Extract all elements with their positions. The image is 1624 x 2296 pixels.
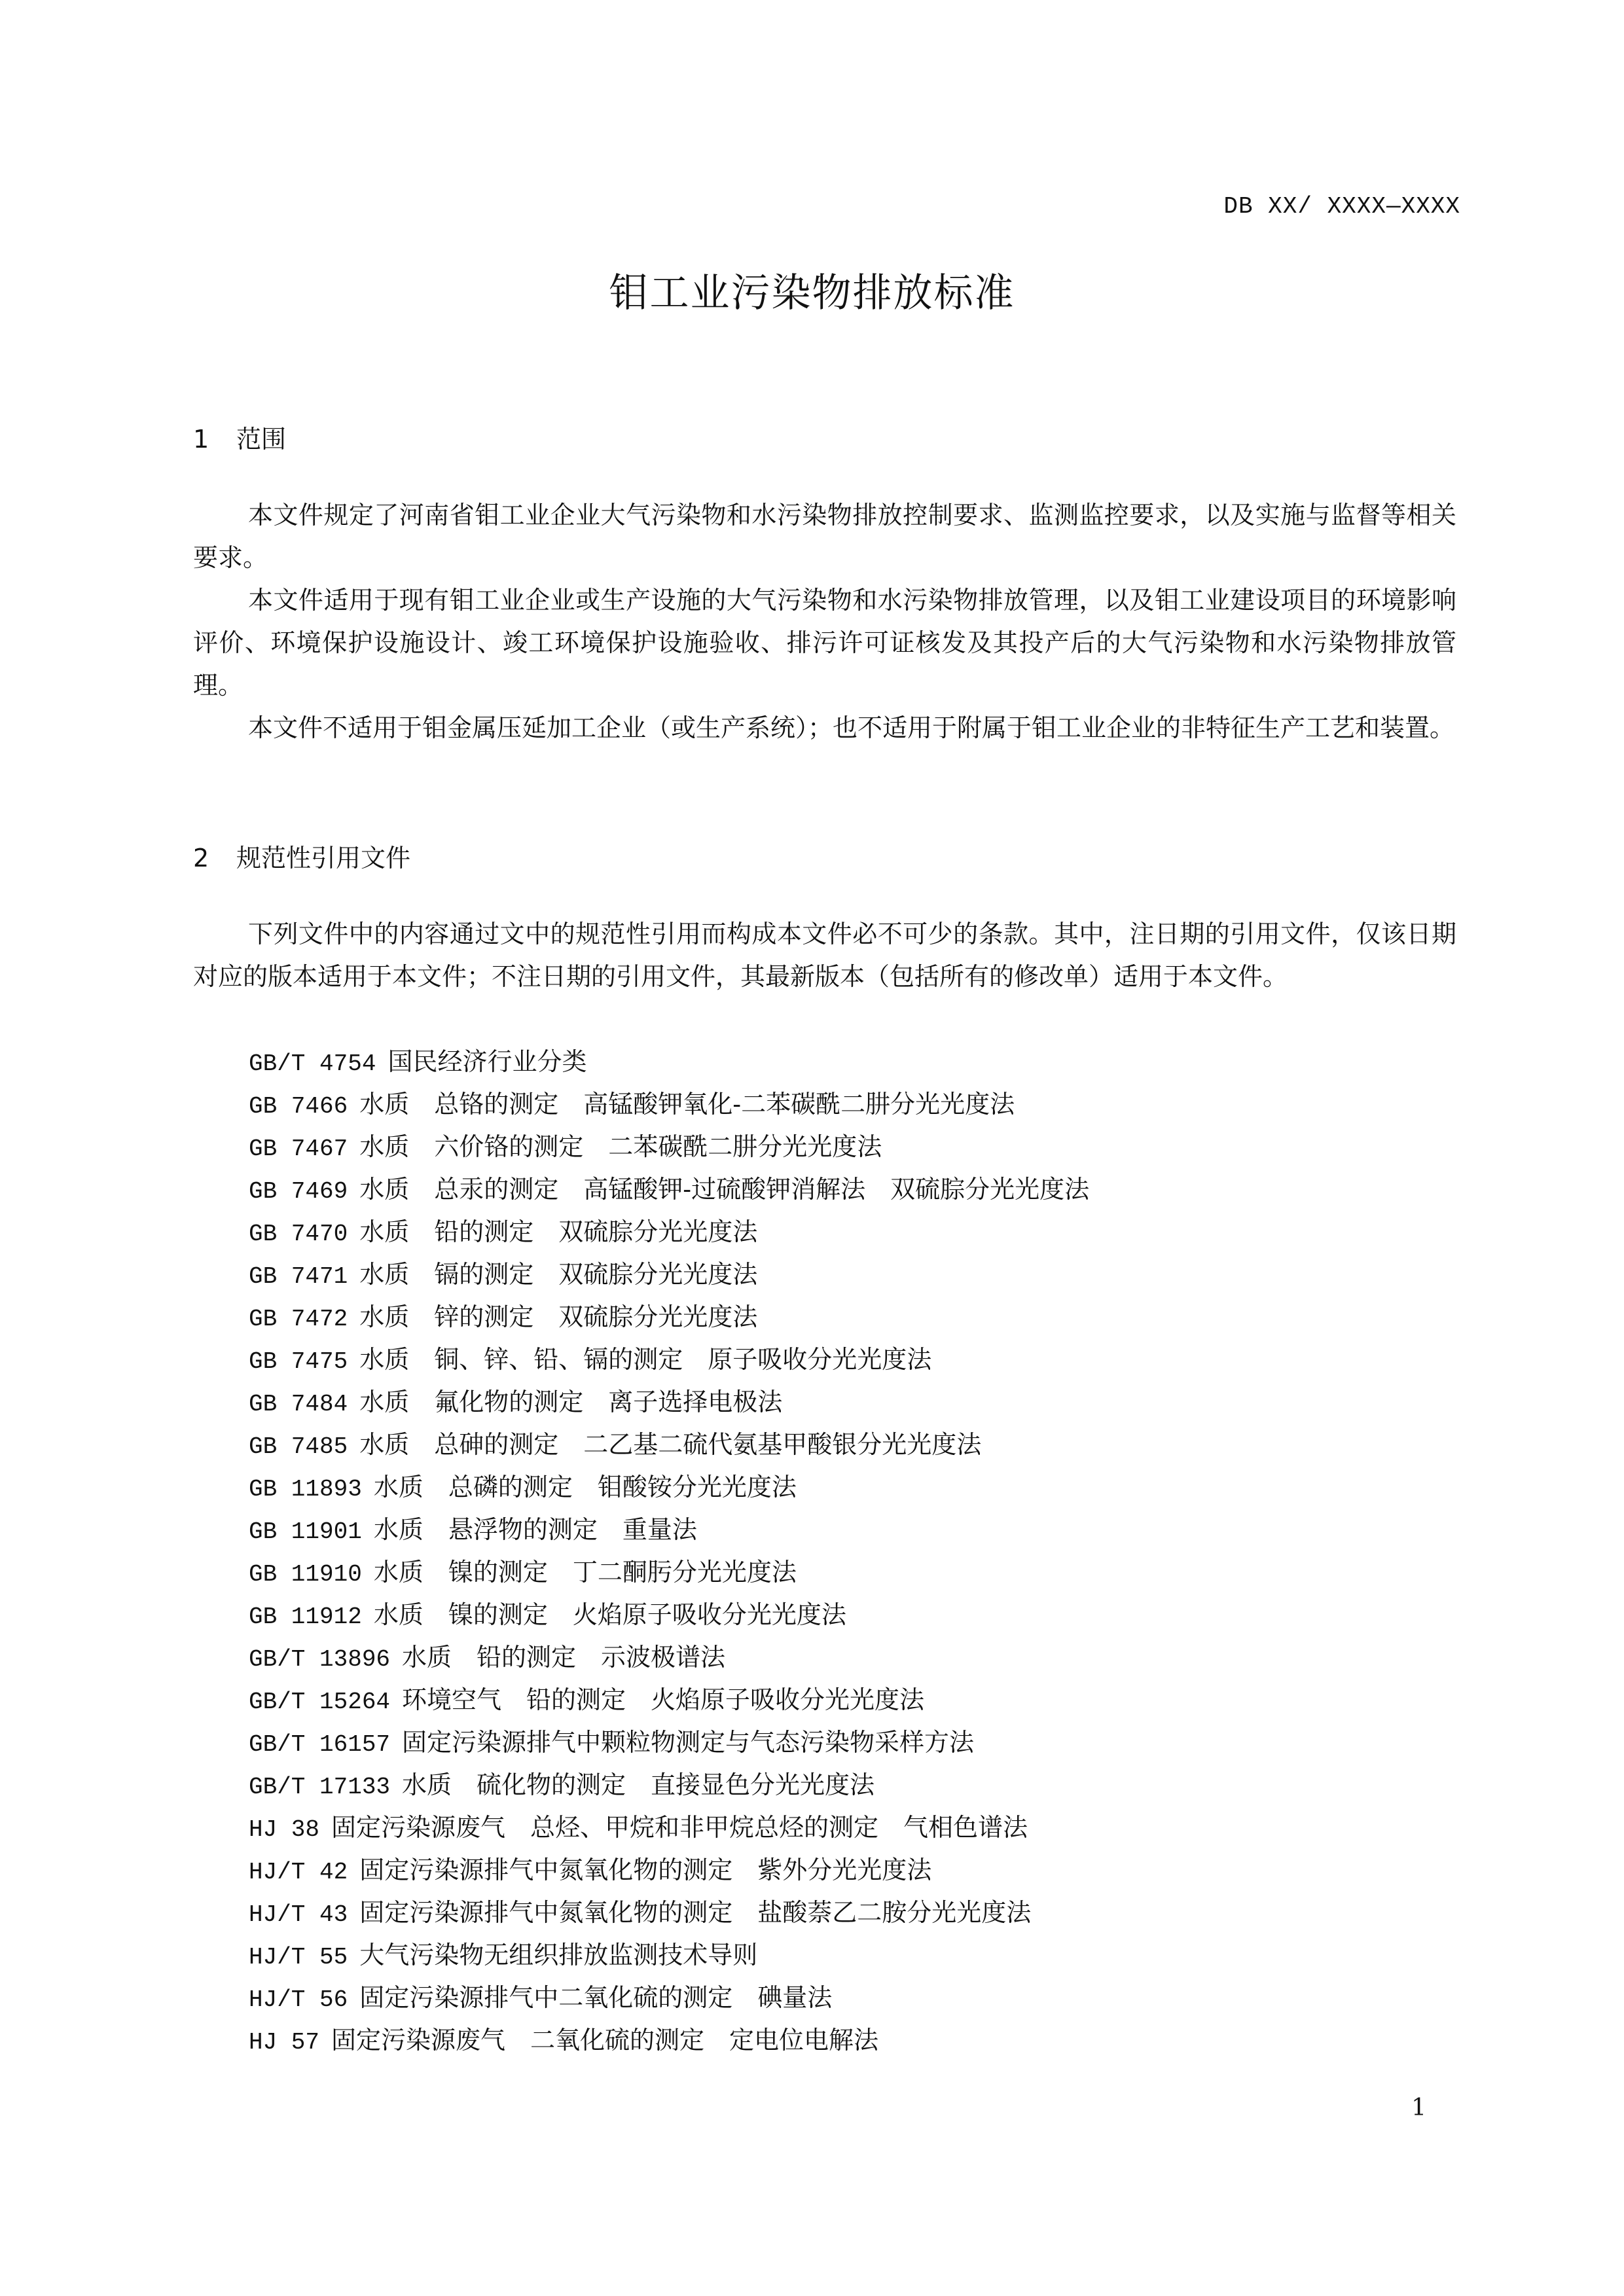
reference-item xyxy=(249,1551,1089,1594)
reference-item xyxy=(249,1849,1089,1892)
paragraph: 本文件规定了河南省钼工业企业大气污染物和水污染物排放控制要求、监测监控要求，以及实施与监督等相关要求。 xyxy=(193,501,1456,572)
reference-title: 水质 悬浮物的测定 重量法 xyxy=(373,1515,697,1544)
reference-list xyxy=(249,1041,1089,2062)
reference-code: GB 7467 xyxy=(249,1136,348,1162)
reference-code: GB 7485 xyxy=(249,1433,348,1460)
reference-code: GB/T 13896 xyxy=(249,1646,391,1673)
document-code: DB XX/ XXXX—XXXX xyxy=(1223,193,1460,220)
reference-item xyxy=(249,1126,1089,1168)
reference-item xyxy=(249,1083,1089,1126)
reference-title: 固定污染源排气中二氧化硫的测定 碘量法 xyxy=(359,1983,833,2012)
reference-title: 水质 总磷的测定 钼酸铵分光光度法 xyxy=(373,1473,797,1501)
reference-code: GB 11910 xyxy=(249,1561,362,1588)
reference-item xyxy=(249,1934,1089,1977)
reference-item xyxy=(249,1721,1089,1764)
reference-item xyxy=(249,1041,1089,1083)
reference-code: GB 11893 xyxy=(249,1476,362,1503)
reference-item xyxy=(249,1594,1089,1636)
reference-code: GB/T 17133 xyxy=(249,1774,391,1801)
reference-item xyxy=(249,1892,1089,1934)
reference-title: 水质 总砷的测定 二乙基二硫代氨基甲酸银分光光度法 xyxy=(359,1430,982,1459)
reference-item xyxy=(249,1424,1089,1466)
reference-title: 固定污染源排气中颗粒物测定与气态污染物采样方法 xyxy=(402,1728,975,1757)
reference-title: 水质 镍的测定 火焰原子吸收分光光度法 xyxy=(373,1600,846,1629)
reference-code: GB 11901 xyxy=(249,1518,362,1545)
page-number: 1 xyxy=(1411,2094,1426,2121)
reference-code: GB 7471 xyxy=(249,1263,348,1290)
reference-item xyxy=(249,1679,1089,1721)
reference-code: GB 7470 xyxy=(249,1221,348,1247)
reference-item xyxy=(249,2019,1089,2062)
reference-code: HJ 57 xyxy=(249,2029,320,2056)
section-number: 1 xyxy=(193,425,209,454)
reference-title: 水质 镉的测定 双硫腙分光光度法 xyxy=(359,1260,758,1289)
reference-code: HJ/T 42 xyxy=(249,1859,348,1886)
reference-code: GB 7466 xyxy=(249,1093,348,1120)
reference-item xyxy=(249,1977,1089,2019)
reference-title: 水质 硫化物的测定 直接显色分光光度法 xyxy=(402,1770,875,1799)
reference-title: 固定污染源废气 二氧化硫的测定 定电位电解法 xyxy=(331,2026,879,2054)
reference-item xyxy=(249,1636,1089,1679)
document-title: 钼工业污染物排放标准 xyxy=(609,270,1015,316)
reference-title: 水质 六价铬的测定 二苯碳酰二肼分光光度法 xyxy=(359,1132,882,1161)
reference-item xyxy=(249,1211,1089,1253)
reference-item xyxy=(249,1509,1089,1551)
paragraph: 下列文件中的内容通过文中的规范性引用而构成本文件必不可少的条款。其中，注日期的引用文件，仅该日期对应的版本适用于本文件；不注日期的引用文件，其最新版本（包括所有的修改单）适用于本文件。 xyxy=(193,920,1456,991)
reference-title: 国民经济行业分类 xyxy=(388,1047,587,1076)
reference-code: HJ/T 56 xyxy=(249,1986,348,2013)
reference-title: 环境空气 铅的测定 火焰原子吸收分光光度法 xyxy=(402,1685,925,1714)
reference-item xyxy=(249,1168,1089,1211)
reference-title: 水质 铅的测定 示波极谱法 xyxy=(402,1643,726,1672)
reference-item xyxy=(249,1381,1089,1424)
paragraph: 本文件适用于现有钼工业企业或生产设施的大气污染物和水污染物排放管理，以及钼工业建设项目的环境影响评价、环境保护设施设计、竣工环境保护设施验收、排污许可证核发及其投产后的大气污染物和水污染物排放管理。 xyxy=(193,586,1456,700)
reference-title: 固定污染源废气 总烃、甲烷和非甲烷总烃的测定 气相色谱法 xyxy=(331,1813,1028,1842)
reference-title: 水质 氟化物的测定 离子选择电极法 xyxy=(359,1388,783,1416)
reference-item xyxy=(249,1764,1089,1806)
reference-code: GB 7484 xyxy=(249,1391,348,1418)
section-title: 规范性引用文件 xyxy=(236,844,411,872)
section-heading-scope xyxy=(193,419,286,455)
paragraph: 本文件不适用于钼金属压延加工企业（或生产系统）；也不适用于附属于钼工业企业的非特征生产工艺和装置。 xyxy=(248,713,1455,742)
reference-code: GB/T 15264 xyxy=(249,1689,391,1715)
reference-code: GB/T 16157 xyxy=(249,1731,391,1758)
reference-item xyxy=(249,1806,1089,1849)
reference-code: HJ/T 55 xyxy=(249,1944,348,1971)
reference-code: HJ 38 xyxy=(249,1816,320,1843)
reference-code: GB 11912 xyxy=(249,1604,362,1630)
section-heading-normative-references xyxy=(193,838,410,874)
section-title: 范围 xyxy=(236,425,287,454)
reference-code: HJ/T 43 xyxy=(249,1901,348,1928)
reference-title: 大气污染物无组织排放监测技术导则 xyxy=(359,1941,758,1969)
reference-code: GB/T 4754 xyxy=(249,1050,376,1077)
reference-item xyxy=(249,1338,1089,1381)
reference-item xyxy=(249,1466,1089,1509)
reference-code: GB 7475 xyxy=(249,1348,348,1375)
section-number: 2 xyxy=(193,844,209,872)
reference-title: 固定污染源排气中氮氧化物的测定 紫外分光光度法 xyxy=(359,1856,932,1884)
reference-item xyxy=(249,1296,1089,1338)
reference-title: 固定污染源排气中氮氧化物的测定 盐酸萘乙二胺分光光度法 xyxy=(359,1898,1032,1927)
reference-item xyxy=(249,1253,1089,1296)
reference-title: 水质 镍的测定 丁二酮肟分光光度法 xyxy=(373,1558,797,1587)
reference-code: GB 7472 xyxy=(249,1306,348,1333)
reference-title: 水质 铅的测定 双硫腙分光光度法 xyxy=(359,1217,758,1246)
reference-title: 水质 总铬的测定 高锰酸钾氧化-二苯碳酰二肼分光光度法 xyxy=(359,1090,1015,1119)
reference-title: 水质 铜、锌、铅、镉的测定 原子吸收分光光度法 xyxy=(359,1345,932,1374)
reference-code: GB 7469 xyxy=(249,1178,348,1205)
reference-title: 水质 总汞的测定 高锰酸钾-过硫酸钾消解法 双硫腙分光光度法 xyxy=(359,1175,1090,1204)
reference-title: 水质 锌的测定 双硫腙分光光度法 xyxy=(359,1302,758,1331)
